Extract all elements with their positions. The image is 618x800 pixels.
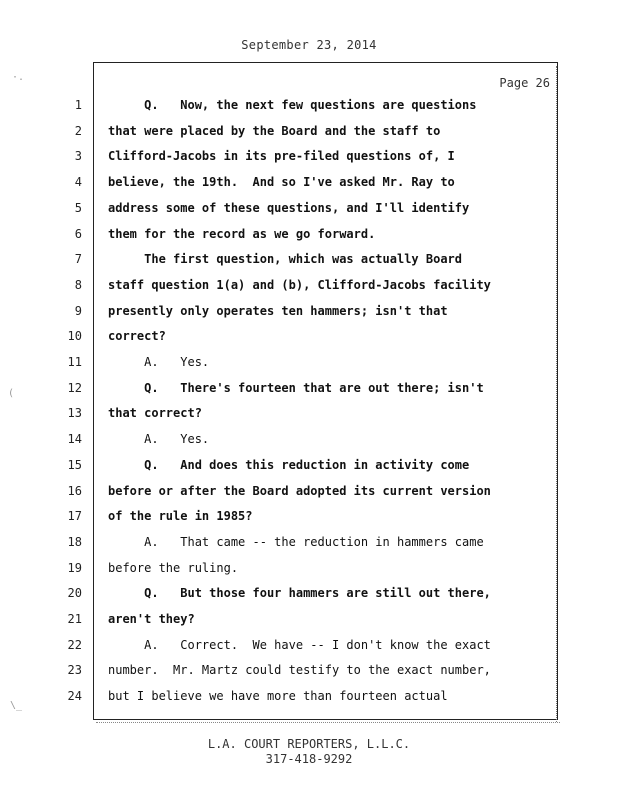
line-number: 7 — [74, 252, 82, 266]
frame-edge-shadow — [556, 66, 561, 722]
transcript-line: correct? — [108, 329, 166, 343]
transcript-line: before or after the Board adopted its current version — [108, 484, 491, 498]
line-number: 5 — [74, 201, 82, 215]
line-number: 4 — [74, 175, 82, 189]
scan-speck: ·. — [12, 72, 25, 83]
line-number: 15 — [67, 458, 82, 472]
court-reporter-phone: 317-418-9292 — [265, 752, 353, 766]
transcript-line: of the rule in 1985? — [108, 509, 253, 523]
scan-speck: ( — [8, 388, 15, 399]
court-reporter-name: L.A. COURT REPORTERS, L.L.C. — [207, 737, 411, 751]
transcript-line: staff question 1(a) and (b), Clifford-Jacobs facility — [108, 278, 491, 292]
transcript-line: A. That came -- the reduction in hammers came — [108, 535, 484, 549]
line-number: 23 — [67, 663, 82, 677]
transcript-line: before the ruling. — [108, 561, 239, 575]
transcript-line: Q. There's fourteen that are out there; isn't — [108, 381, 484, 395]
line-number: 9 — [74, 304, 82, 318]
line-number: 19 — [67, 561, 82, 575]
line-number: 8 — [74, 278, 82, 292]
line-number: 2 — [74, 124, 82, 138]
transcript-line: Clifford-Jacobs in its pre-filed questions of, I — [108, 149, 455, 163]
line-number: 10 — [67, 329, 82, 343]
line-number: 17 — [67, 509, 82, 523]
line-number: 12 — [67, 381, 82, 395]
transcript-line: number. Mr. Martz could testify to the exact number, — [108, 663, 491, 677]
transcript-line: A. Yes. — [108, 432, 210, 446]
line-number: 13 — [67, 406, 82, 420]
transcript-line: them for the record as we go forward. — [108, 227, 376, 241]
transcript-line: A. Yes. — [108, 355, 210, 369]
line-number: 14 — [67, 432, 82, 446]
transcript-line: believe, the 19th. And so I've asked Mr. Ray to — [108, 175, 455, 189]
transcript-line: presently only operates ten hammers; isn't that — [108, 304, 448, 318]
transcript-line: Q. And does this reduction in activity come — [108, 458, 470, 472]
line-number: 22 — [67, 638, 82, 652]
transcript-line: but I believe we have more than fourteen actual — [108, 689, 448, 703]
scan-speck: \_ — [10, 700, 23, 711]
transcript-line: Q. But those four hammers are still out there, — [108, 586, 491, 600]
transcript-line: The first question, which was actually Board — [108, 252, 463, 266]
line-number: 18 — [67, 535, 82, 549]
line-number: 6 — [74, 227, 82, 241]
transcript-line: A. Correct. We have -- I don't know the exact — [108, 638, 491, 652]
line-number: 21 — [67, 612, 82, 626]
line-number: 16 — [67, 484, 82, 498]
transcript-line: that correct? — [108, 406, 202, 420]
line-number: 1 — [74, 98, 82, 112]
transcript-line: that were placed by the Board and the staff to — [108, 124, 441, 138]
line-number: 3 — [74, 149, 82, 163]
page-number: Page 26 — [499, 76, 550, 90]
frame-bottom-shadow — [96, 722, 560, 725]
line-number: 11 — [67, 355, 82, 369]
line-number: 20 — [67, 586, 82, 600]
line-number: 24 — [67, 689, 82, 703]
transcript-line: address some of these questions, and I'll identify — [108, 201, 470, 215]
transcript-line: aren't they? — [108, 612, 195, 626]
transcript-line: Q. Now, the next few questions are questions — [108, 98, 477, 112]
transcript-date: September 23, 2014 — [241, 38, 377, 52]
